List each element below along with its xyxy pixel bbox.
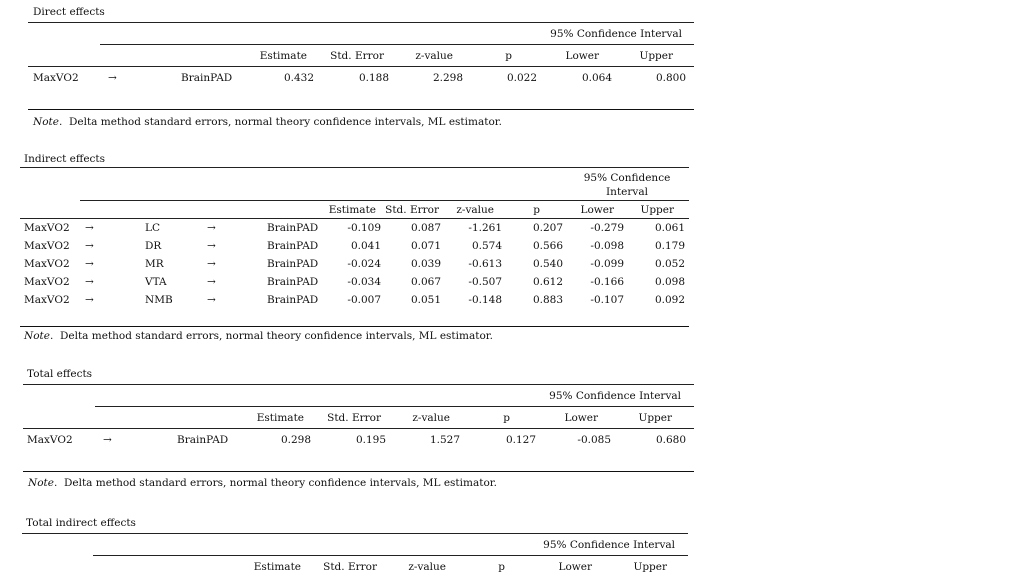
col-header-z-value: z-value (412, 412, 450, 424)
cell-std-error: 0.195 (355, 434, 386, 446)
table-bottom-rule (20, 326, 689, 327)
cell-mediator: MR (145, 258, 164, 270)
col-header-lower: Lower (565, 50, 599, 62)
table-rule (95, 406, 694, 407)
cell-p: 0.127 (505, 434, 536, 446)
col-header-p: p (498, 561, 505, 573)
arrow-icon: → (85, 258, 94, 270)
cell-std-error: 0.039 (410, 258, 441, 270)
col-header-upper: Upper (633, 561, 667, 573)
col-header-p: p (533, 204, 540, 216)
table-rule (20, 218, 689, 219)
col-header-estimate: Estimate (253, 561, 301, 573)
direct-effects-title: Direct effects (33, 6, 105, 18)
cell-from: MaxVO2 (24, 276, 70, 288)
cell-estimate: -0.024 (347, 258, 381, 270)
arrow-icon: → (85, 294, 94, 306)
ci-header: 95% Confidence Interval (550, 28, 682, 40)
cell-from: MaxVO2 (33, 72, 79, 84)
col-header-upper: Upper (640, 204, 674, 216)
arrow-icon: → (85, 276, 94, 288)
cell-std-error: 0.071 (410, 240, 441, 252)
table-rule (80, 200, 689, 201)
arrow-icon: → (85, 222, 94, 234)
col-header-std-error: Std. Error (327, 412, 381, 424)
cell-upper: 0.800 (655, 72, 686, 84)
total-effects-title: Total effects (27, 368, 93, 380)
cell-z-value: -0.613 (468, 258, 502, 270)
cell-upper: 0.680 (655, 434, 686, 446)
arrow-icon: → (207, 276, 216, 288)
cell-p: 0.207 (532, 222, 563, 234)
cell-p: 0.022 (506, 72, 537, 84)
table-rule (28, 66, 694, 67)
cell-estimate: 0.298 (280, 434, 311, 446)
arrow-icon: → (207, 258, 216, 270)
cell-lower: -0.099 (590, 258, 624, 270)
cell-to: BrainPAD (177, 434, 229, 446)
note-text: Delta method standard errors, normal theory confidence intervals, ML estimator. (63, 477, 497, 489)
cell-p: 0.540 (532, 258, 563, 270)
col-header-std-error: Std. Error (323, 561, 377, 573)
cell-z-value: 2.298 (432, 72, 463, 84)
col-header-upper: Upper (639, 50, 673, 62)
cell-std-error: 0.087 (410, 222, 441, 234)
cell-to: BrainPAD (267, 276, 319, 288)
cell-mediator: DR (145, 240, 162, 252)
cell-p: 0.612 (532, 276, 563, 288)
col-header-lower: Lower (558, 561, 592, 573)
cell-z-value: -0.507 (468, 276, 502, 288)
cell-from: MaxVO2 (24, 222, 70, 234)
ci-header-line2: Interval (606, 186, 648, 198)
cell-from: MaxVO2 (24, 294, 70, 306)
cell-z-value: -0.148 (468, 294, 502, 306)
total-indirect-effects-title: Total indirect effects (26, 517, 136, 529)
col-header-lower: Lower (580, 204, 614, 216)
table-rule (23, 384, 694, 385)
note-label: Note. (24, 330, 54, 342)
cell-upper: 0.092 (654, 294, 685, 306)
cell-to: BrainPAD (267, 240, 319, 252)
cell-lower: -0.098 (590, 240, 624, 252)
cell-mediator: LC (145, 222, 161, 234)
arrow-icon: → (108, 72, 117, 84)
cell-upper: 0.061 (654, 222, 685, 234)
cell-lower: -0.107 (590, 294, 624, 306)
cell-z-value: 0.574 (471, 240, 502, 252)
table-rule (28, 22, 694, 23)
col-header-z-value: z-value (408, 561, 446, 573)
note-text: Delta method standard errors, normal theory confidence intervals, ML estimator. (68, 116, 502, 128)
cell-upper: 0.098 (654, 276, 685, 288)
cell-std-error: 0.067 (410, 276, 441, 288)
arrow-icon: → (207, 240, 216, 252)
cell-mediator: VTA (145, 276, 167, 288)
col-header-z-value: z-value (415, 50, 453, 62)
cell-to: BrainPAD (267, 258, 319, 270)
arrow-icon: → (207, 294, 216, 306)
col-header-p: p (505, 50, 512, 62)
ci-header-line1: 95% Confidence (583, 172, 671, 184)
cell-lower: -0.279 (590, 222, 624, 234)
cell-from: MaxVO2 (27, 434, 73, 446)
cell-estimate: -0.007 (347, 294, 381, 306)
arrow-icon: → (207, 222, 216, 234)
table-note (24, 330, 493, 343)
col-header-estimate: Estimate (259, 50, 307, 62)
cell-upper: 0.179 (654, 240, 685, 252)
note-label: Note. (33, 116, 63, 128)
cell-z-value: -1.261 (468, 222, 502, 234)
cell-lower: 0.064 (581, 72, 612, 84)
indirect-effects-title: Indirect effects (24, 153, 106, 165)
table-bottom-rule (28, 109, 694, 110)
note-label: Note. (28, 477, 58, 489)
cell-mediator: NMB (145, 294, 173, 306)
col-header-std-error: Std. Error (385, 204, 439, 216)
col-header-z-value: z-value (456, 204, 494, 216)
cell-estimate: -0.109 (347, 222, 381, 234)
col-header-estimate: Estimate (328, 204, 376, 216)
arrow-icon: → (85, 240, 94, 252)
cell-upper: 0.052 (654, 258, 685, 270)
cell-std-error: 0.188 (358, 72, 389, 84)
cell-from: MaxVO2 (24, 258, 70, 270)
note-text: Delta method standard errors, normal theory confidence intervals, ML estimator. (59, 330, 493, 342)
cell-to: BrainPAD (267, 294, 319, 306)
cell-std-error: 0.051 (410, 294, 441, 306)
cell-estimate: 0.432 (283, 72, 314, 84)
cell-estimate: -0.034 (347, 276, 381, 288)
cell-to: BrainPAD (267, 222, 319, 234)
table-note (28, 477, 497, 490)
cell-lower: -0.166 (590, 276, 624, 288)
col-header-lower: Lower (564, 412, 598, 424)
col-header-p: p (503, 412, 510, 424)
arrow-icon: → (103, 434, 112, 446)
ci-header: 95% Confidence Interval (549, 390, 681, 402)
table-rule (23, 428, 694, 429)
table-rule (100, 44, 694, 45)
cell-lower: -0.085 (577, 434, 611, 446)
cell-from: MaxVO2 (24, 240, 70, 252)
table-rule (93, 555, 688, 556)
col-header-estimate: Estimate (256, 412, 304, 424)
table-bottom-rule (23, 471, 694, 472)
cell-z-value: 1.527 (429, 434, 460, 446)
table-rule (22, 533, 688, 534)
col-header-upper: Upper (638, 412, 672, 424)
table-rule (20, 167, 689, 168)
col-header-std-error: Std. Error (330, 50, 384, 62)
table-note (33, 116, 502, 129)
cell-p: 0.883 (532, 294, 563, 306)
cell-to: BrainPAD (181, 72, 233, 84)
cell-p: 0.566 (532, 240, 563, 252)
ci-header: 95% Confidence Interval (543, 539, 675, 551)
cell-estimate: 0.041 (350, 240, 381, 252)
